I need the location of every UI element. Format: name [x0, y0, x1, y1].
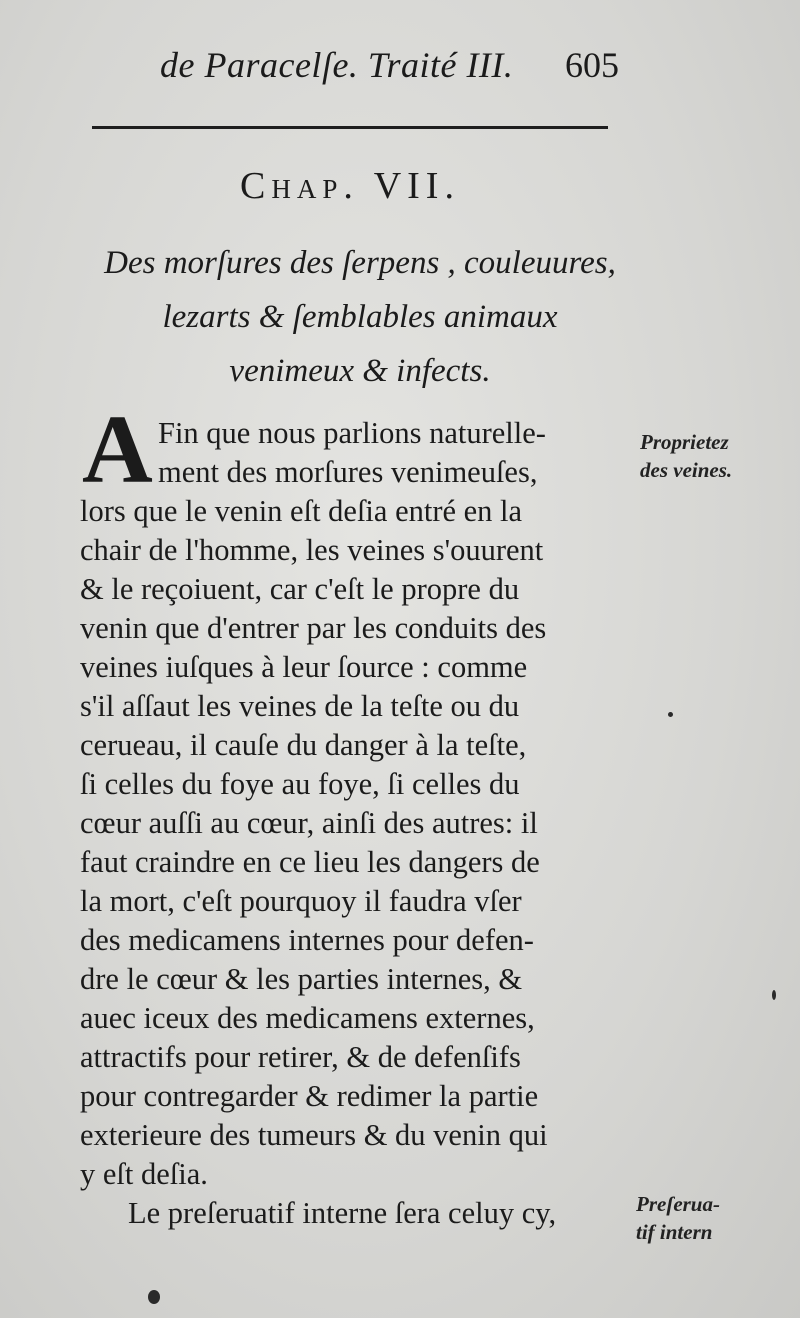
text-line: pour contregarder & redimer la partie [80, 1079, 539, 1113]
drop-cap: A [82, 396, 153, 504]
text-line: ment des morſures venimeuſes, [158, 455, 538, 489]
chapter-title-line: venimeux & infects. [229, 353, 491, 389]
page-number: 605 [565, 45, 619, 85]
text-line: veines iuſques à leur ſource : comme [80, 650, 528, 684]
text-line: cerueau, il cauſe du danger à la teſte, [80, 728, 527, 762]
text-line: faut craindre en ce lieu les dangers de [80, 845, 540, 879]
page-header [160, 44, 640, 94]
margin-note-preseruatif [636, 1190, 786, 1246]
text-line: chair de l'homme, les veines s'ouurent [80, 533, 544, 567]
ink-speck [668, 712, 673, 717]
text-line: attractifs pour retirer, & de defenſifs [80, 1040, 521, 1074]
text-line: auec iceux des medicamens externes, [80, 1001, 535, 1035]
chapter-heading: Chap. VII. [240, 165, 460, 207]
margin-note-line: Proprietez [640, 430, 729, 454]
text-line: dre le cœur & les parties internes, & [80, 962, 523, 996]
text-line: s'il aſſaut les veines de la teſte ou du [80, 689, 520, 723]
text-line: des medicamens internes pour defen- [80, 923, 534, 957]
margin-note-line: Preſerua- [636, 1192, 720, 1216]
text-line: Fin que nous parlions naturelle- [158, 416, 546, 450]
text-line: y eſt deſia. [80, 1157, 208, 1191]
text-line: lors que le venin eſt deſia entré en la [80, 494, 523, 528]
margin-note-line: tif intern [636, 1220, 713, 1244]
text-line: venin que d'entrer par les conduits des [80, 611, 547, 645]
ink-speck [772, 990, 776, 1000]
chapter-title-line: lezarts & ſemblables animaux [162, 299, 558, 335]
ink-speck [148, 1290, 160, 1304]
margin-note-proprietez [640, 428, 780, 484]
running-title: de Paracelſe. Traité III. [160, 45, 514, 85]
text-line: cœur auſſi au cœur, ainſi des autres: il [80, 806, 538, 840]
chapter-title [60, 236, 660, 398]
header-rule [92, 126, 608, 129]
text-line: la mort, c'eſt pourquoy il faudra vſer [80, 884, 522, 918]
text-line: ſi celles du foye au foye, ſi celles du [80, 767, 520, 801]
body-text [80, 414, 640, 1233]
chapter-title-line: Des morſures des ſerpens , couleuures, [104, 245, 616, 281]
text-line: & le reçoiuent, car c'eſt le propre du [80, 572, 520, 606]
margin-note-line: des veines. [640, 458, 733, 482]
text-line: exterieure des tumeurs & du venin qui [80, 1118, 548, 1152]
text-line: Le preſeruatif interne ſera celuy cy, [128, 1196, 557, 1230]
